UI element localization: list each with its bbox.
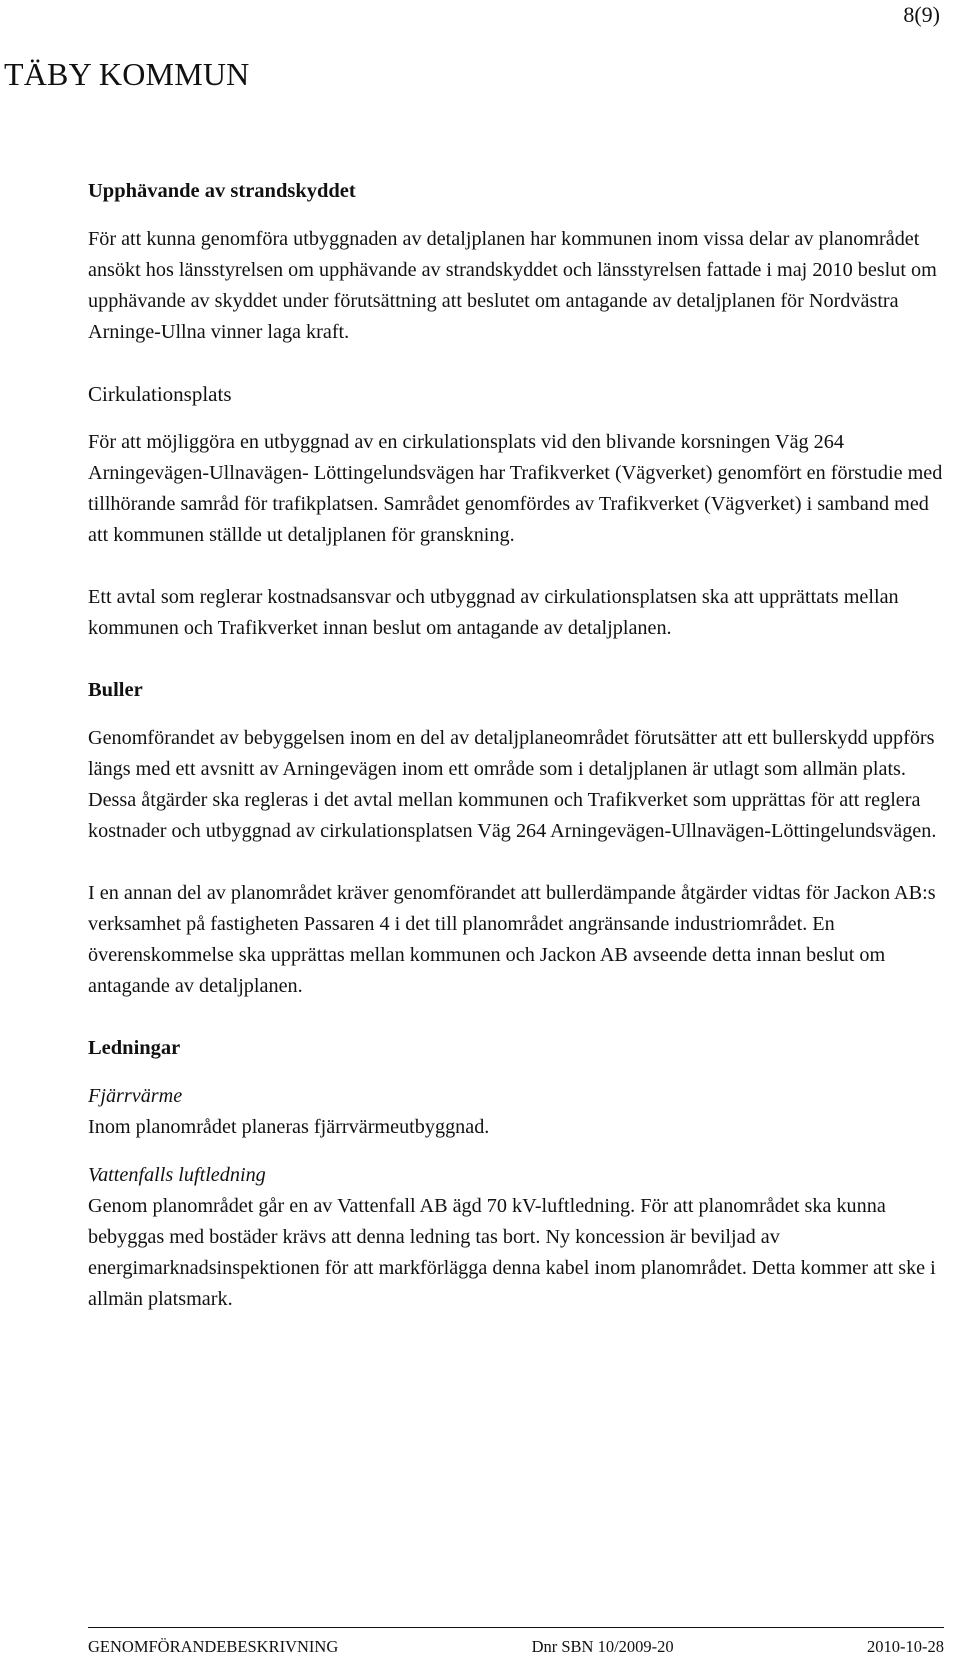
section-heading-strandskydd: Upphävande av strandskyddet [88, 180, 356, 202]
paragraph-buller-2: I en annan del av planområdet kräver genomförandet att bullerdämpande åtgärder vidtas för Jackon AB:s verksamhet på fastigheten Passaren 4 i det till planområdet angränsande industriområdet. En överenskommelse ska upprättas mellan kommunen och Jackon AB avseende detta innan beslut om antagande av detaljplanen. [88, 882, 936, 997]
document-body [88, 176, 944, 1346]
paragraph-fjarrvarme: Inom planområdet planeras fjärrvärmeutbyggnad. [88, 1116, 490, 1138]
section-heading-ledningar: Ledningar [88, 1037, 181, 1059]
page-footer [88, 1627, 944, 1657]
sub-heading-luftledning: Vattenfalls luftledning [88, 1164, 266, 1186]
paragraph-cirkulation-1: För att möjliggöra en utbyggnad av en cirkulationsplats vid den blivande korsningen Väg 264 Arningevägen-Ullnavägen- Löttingelundsvägen har Trafikverket (Vägverket) genomfört en förstudie med tillhörande samråd för trafikplatsen. Samrådet genomfördes av Trafikverket (Vägverket) i samband med att kommunen ställde ut detaljplanen för granskning. [88, 431, 943, 546]
footer-reference-number: Dnr SBN 10/2009-20 [531, 1637, 674, 1656]
paragraph-luftledning: Genom planområdet går en av Vattenfall AB ägd 70 kV-luftledning. För att planområdet ska kunna bebyggas med bostäder krävs att denna ledning tas bort. Ny koncession är beviljad av energimarknadsinspektionen för att markförlägga denna kabel inom planområdet. Detta kommer att ske i allmän platsmark. [88, 1195, 936, 1310]
section-heading-buller: Buller [88, 679, 143, 701]
paragraph-cirkulation-2: Ett avtal som reglerar kostnadsansvar och utbyggnad av cirkulationsplatsen ska att upprättats mellan kommunen och Trafikverket innan beslut om antagande av detaljplanen. [88, 586, 899, 639]
org-header: TÄBY KOMMUN [4, 56, 250, 92]
footer-document-type: GENOMFÖRANDEBESKRIVNING [88, 1637, 339, 1656]
paragraph-strandskydd: För att kunna genomföra utbyggnaden av detaljplanen har kommunen inom vissa delar av planområdet ansökt hos länsstyrelsen om upphävande av strandskyddet och länsstyrelsen fattade i maj 2010 beslut om upphävande av skyddet under förutsättning att beslutet om antagande av detaljplanen för Nordvästra Arninge-Ullna vinner laga kraft. [88, 228, 937, 343]
section-heading-cirkulation: Cirkulationsplats [88, 382, 232, 406]
footer-date: 2010-10-28 [866, 1637, 944, 1656]
sub-heading-fjarrvarme: Fjärrvärme [88, 1085, 183, 1107]
paragraph-buller-1: Genomförandet av bebyggelsen inom en del av detaljplaneområdet förutsätter att ett bullerskydd uppförs längs med ett avsnitt av Arningevägen inom ett område som i detaljplanen är utlagt som allmän plats. Dessa åtgärder ska regleras i det avtal mellan kommunen och Trafikverket som upprättas för att reglera kostnader och utbyggnad av cirkulationsplatsen Väg 264 Arningevägen-Ullnavägen-Löttingelundsvägen. [88, 727, 937, 842]
page-number: 8(9) [903, 2, 940, 27]
